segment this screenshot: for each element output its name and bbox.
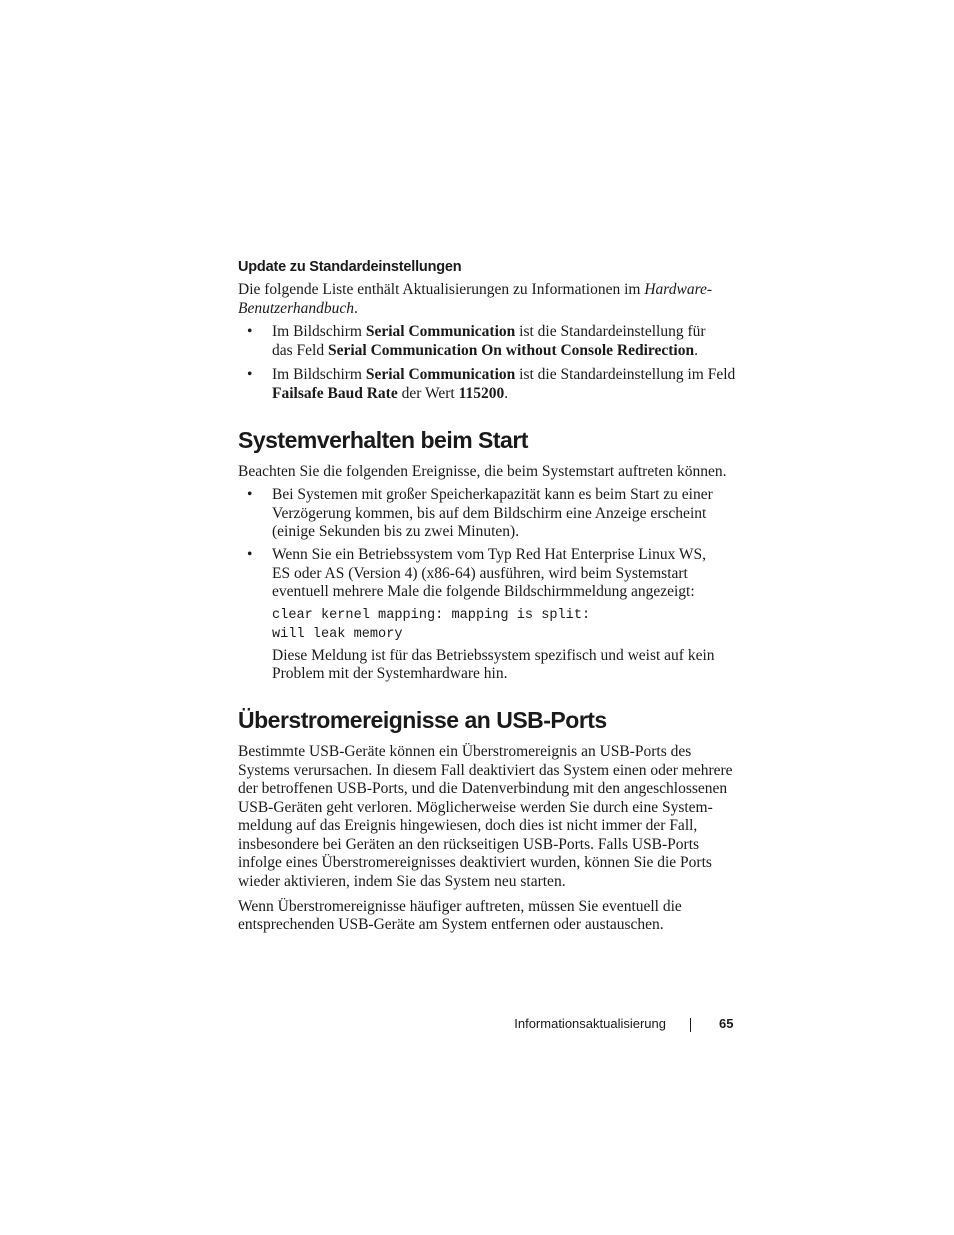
list-item: • Wenn Sie ein Betriebssystem vom Typ Red Hat Enterprise Linux WS, ES oder AS (Version 4) (x86-64) ausführen, wird beim Systemstart eventuell mehrere Male die folgende Bildschirmmeldung angezeigt: clear kernel mapping: mapping is split: will leak memory Diese Meldung ist für das Betriebssystem spezifisch und weist auf kein Problem mit der Systemhardware hin. bbox=[238, 546, 738, 684]
section1-bullet-list bbox=[238, 323, 738, 403]
console-message-note: Diese Meldung ist für das Betriebssystem spezifisch und weist auf kein Problem mit der Systemhardware hin. bbox=[272, 646, 715, 683]
section-heading-system-startup: Systemverhalten beim Start bbox=[238, 426, 528, 453]
section-heading-usb-overcurrent: Überstromereignisse an USB-Ports bbox=[238, 706, 607, 733]
bullet-icon: • bbox=[247, 323, 253, 341]
footer-title: Informationsaktualisierung bbox=[514, 1016, 666, 1031]
console-message: clear kernel mapping: mapping is split: will leak memory bbox=[272, 607, 591, 642]
section3-paragraph-1: Bestimmte USB-Geräte können ein Überstromereignis an USB-Ports des Systems verursachen. In diesem Fall deaktiviert das System einen oder mehrere der betroffenen USB-Ports, und die Datenverbindung mit den angeschlossenen USB-Geräten geht verloren. Möglicherweise werden Sie durch eine System- meldung auf das Ereignis hingewiesen, doch dies ist nicht immer der Fall, insbesondere bei Geräten an den rückseitigen USB-Ports. Falls USB-Ports infolge eines Überstromereignisses deaktiviert wurden, können Sie die Ports wieder aktivieren, indem Sie das System neu starten. bbox=[238, 742, 733, 891]
section-heading-standard-settings: Update zu Standardeinstellungen bbox=[238, 259, 462, 275]
page-content bbox=[238, 259, 738, 935]
list-item: • Im Bildschirm Serial Communication ist die Standardeinstellung für das Feld Serial Communication On without Console Redirection. bbox=[247, 323, 706, 359]
bullet-icon: • bbox=[247, 486, 253, 504]
section1-intro: Die folgende Liste enthält Aktualisierungen zu Informationen im Hardware- Benutzerhandbuch. bbox=[238, 281, 713, 317]
page-number: 65 bbox=[719, 1016, 734, 1031]
section3-paragraph-2: Wenn Überstromereignisse häufiger auftreten, müssen Sie eventuell die entsprechenden USB-Geräte am System entfernen oder austauschen. bbox=[238, 897, 682, 934]
bullet-icon: • bbox=[247, 366, 253, 384]
list-item: • Bei Systemen mit großer Speicherkapazität kann es beim Start zu einer Verzögerung kommen, bis auf dem Bildschirm eine Anzeige erscheint (einige Sekunden bis zu zwei Minuten). bbox=[247, 486, 713, 541]
footer-separator bbox=[690, 1018, 691, 1032]
section2-bullet-list bbox=[238, 486, 738, 684]
list-item: • Im Bildschirm Serial Communication ist die Standardeinstellung im Feld Failsafe Baud Rate der Wert 115200. bbox=[247, 366, 736, 402]
bullet-icon: • bbox=[247, 545, 253, 563]
section2-intro: Beachten Sie die folgenden Ereignisse, die beim Systemstart auftreten können. bbox=[238, 462, 727, 480]
